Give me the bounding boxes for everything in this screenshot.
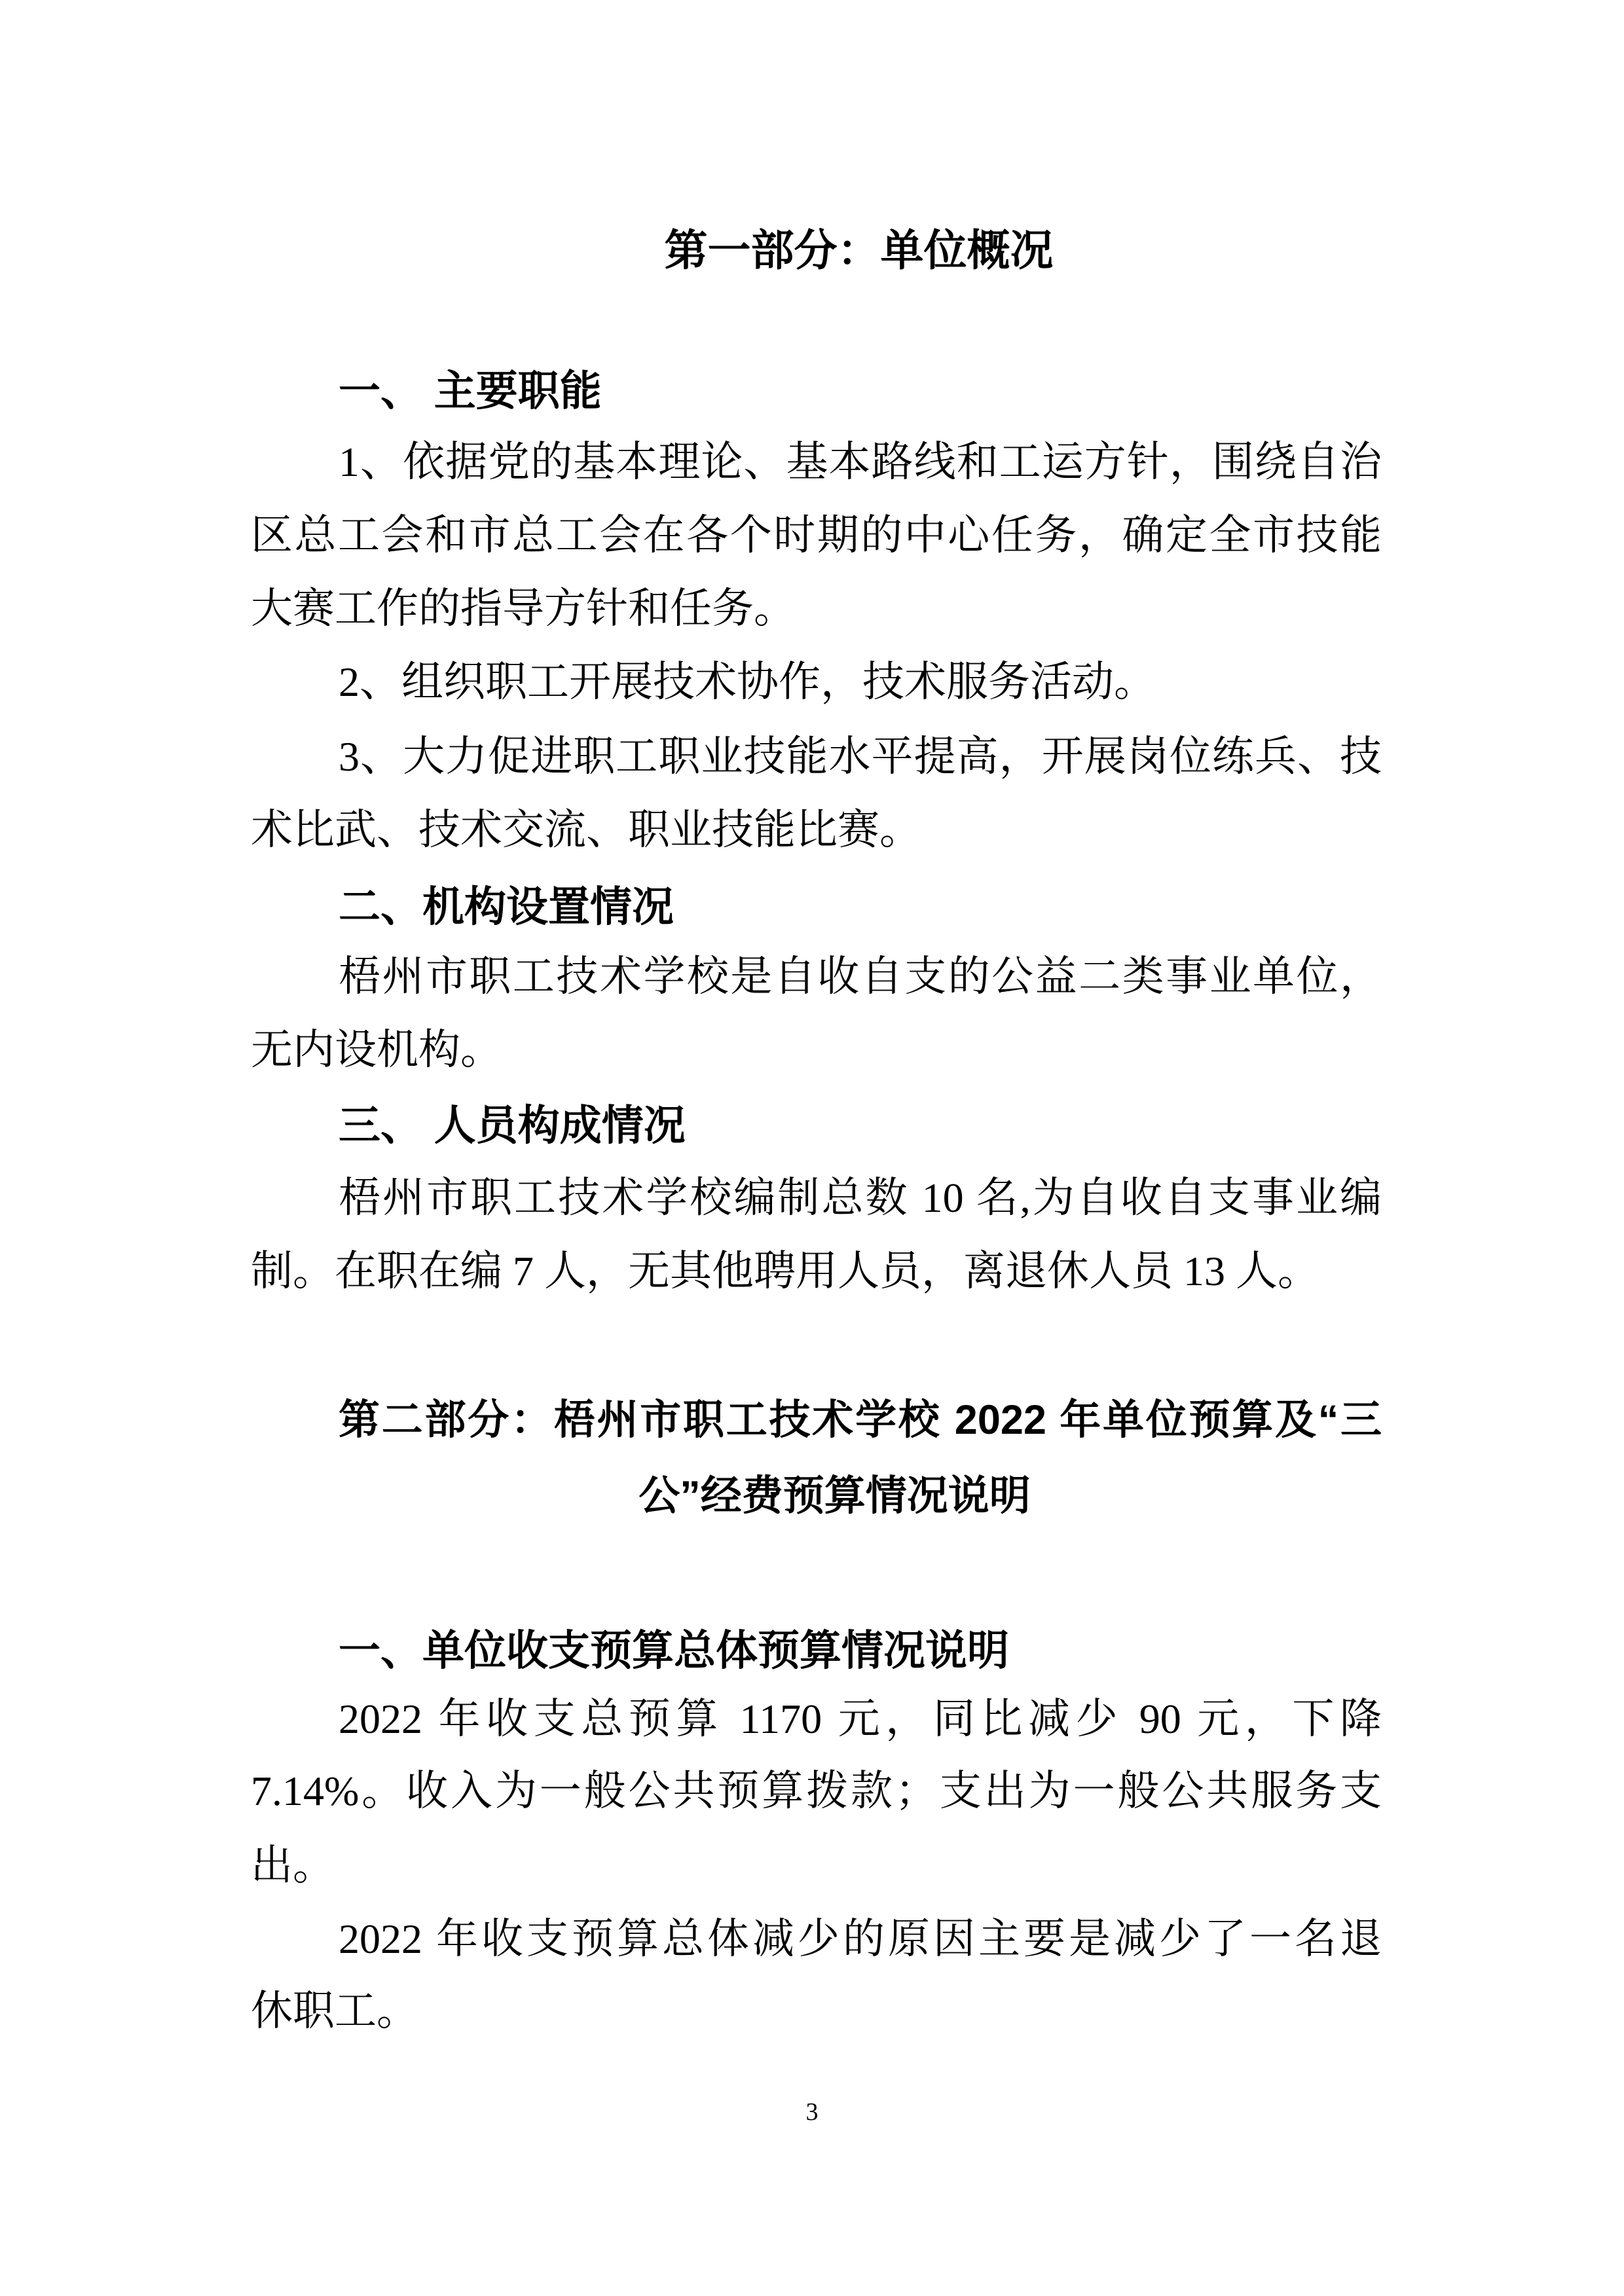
part1-paragraph1-line: 区总工会和市总工会在各个时期的中心任务，确定全市技能 [251, 512, 1382, 558]
part1-paragraph3-line: 术比武、技术交流、职业技能比赛。 [251, 807, 921, 853]
part1-paragraph5-line: 制。在职在编 7 人，无其他聘用人员，离退休人员 13 人。 [251, 1248, 1320, 1294]
part1-paragraph1-line: 1、依据党的基本理论、基本路线和工运方针，围绕自治 [339, 439, 1382, 485]
page-number: 3 [805, 2098, 819, 2126]
part1-paragraph3-line: 3、大力促进职工职业技能水平提高，开展岗位练兵、技 [339, 733, 1382, 780]
part1-paragraph2-line: 2、组织职工开展技术协作，技术服务活动。 [339, 659, 1156, 705]
part2-paragraph1-line: 出。 [251, 1842, 335, 1889]
part2-title-line: 公”经费预算情况说明 [638, 1473, 1031, 1519]
part1-heading-organization: 二、机构设置情况 [339, 883, 674, 930]
part1-paragraph5-line: 梧州市职工技术学校编制总数 10 名,为自收自支事业编 [339, 1175, 1382, 1221]
part1-paragraph4-line: 无内设机构。 [251, 1027, 502, 1073]
part2-paragraph2-line: 休职工。 [251, 1988, 418, 2034]
part1-title: 第一部分：单位概况 [664, 226, 1054, 274]
part2-title-line: 第二部分：梧州市职工技术学校 2022 年单位预算及“三 [339, 1397, 1382, 1443]
part2-paragraph2-line: 2022 年收支预算总体减少的原因主要是减少了一名退 [339, 1916, 1382, 1962]
part2-paragraph1-line: 2022 年收支总预算 1170 元，同比减少 90 元，下降 [339, 1696, 1382, 1742]
part2-heading-budget-overview: 一、单位收支预算总体预算情况说明 [339, 1627, 1009, 1674]
part1-heading-personnel: 三、 人员构成情况 [339, 1102, 686, 1149]
part1-paragraph4-line: 梧州市职工技术学校是自收自支的公益二类事业单位， [339, 953, 1382, 1000]
part2-paragraph1-line: 7.14%。收入为一般公共预算拨款；支出为一般公共服务支 [251, 1768, 1382, 1814]
part1-paragraph1-line: 大赛工作的指导方针和任务。 [251, 585, 796, 632]
part1-heading-main-functions: 一、 主要职能 [339, 367, 602, 414]
